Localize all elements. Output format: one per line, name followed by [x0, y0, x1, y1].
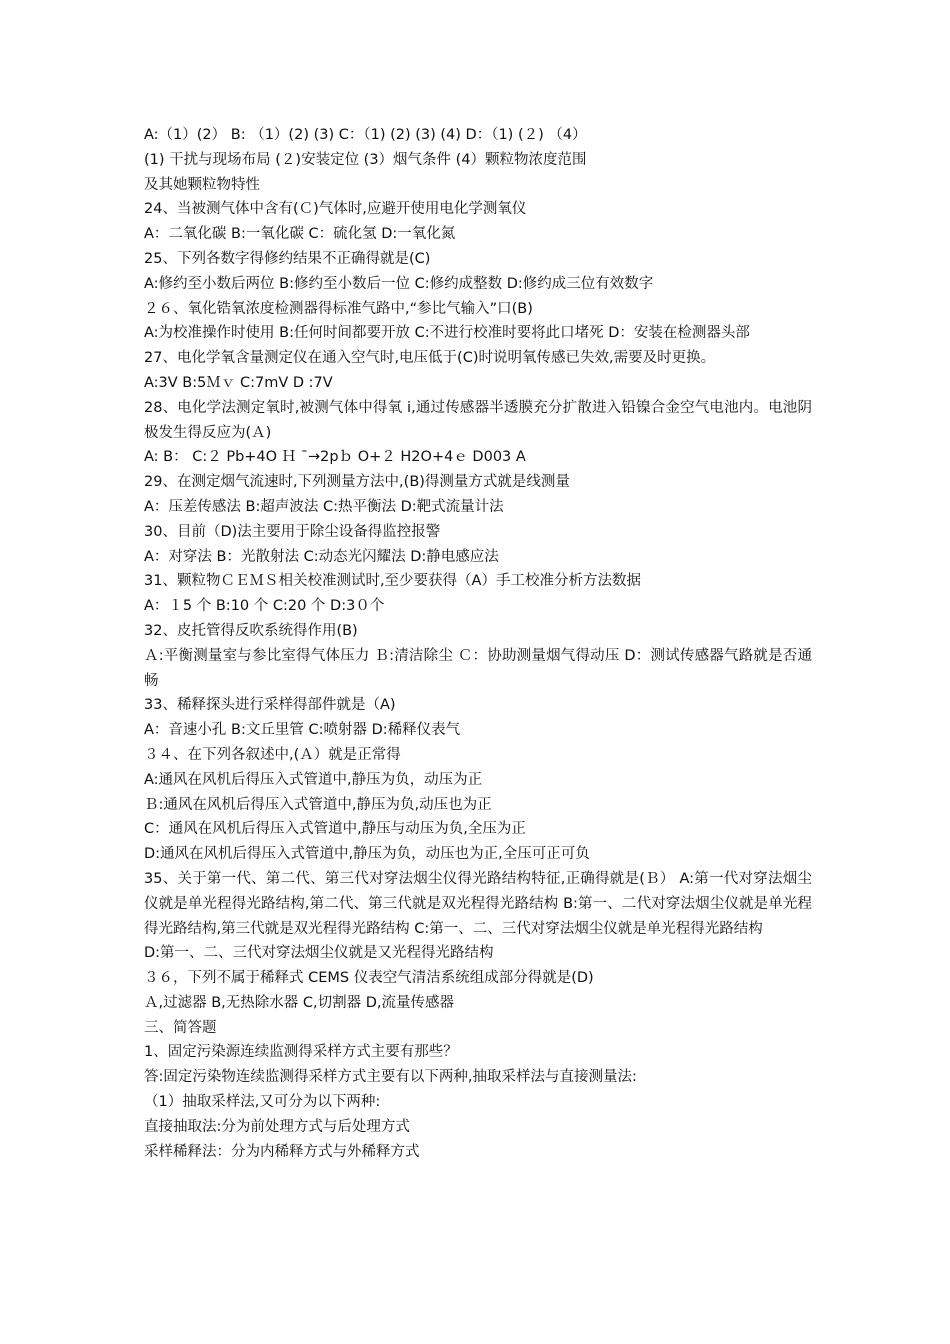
options-36: Ａ,过滤器 B,无热除水器 C,切割器 D,流量传感器: [144, 994, 454, 1011]
short-answer-question-1: 1、固定污染源连续监测得采样方式主要有那些？: [144, 1044, 458, 1061]
options-26: A:为校准操作时使用 B:任何时间都要开放 C:不进行校准时要将此口堵死 D：安装在检测器头部: [144, 325, 750, 342]
question-31: 31、颗粒物ＣＥＭＳ相关校准测试时,至少要获得（A）手工校准分析方法数据: [144, 573, 641, 590]
answer-text: （1）抽取采样法,又可分为以下两种:: [144, 1094, 381, 1111]
option-34-d: D:通风在风机后得压入式管道中,静压为负，动压也为正,全压可正可负: [144, 846, 590, 863]
option-34-c: C：通风在风机后得压入式管道中,静压与动压为负,全压为正: [144, 821, 526, 838]
text-line: 及其她颗粒物特性: [144, 176, 260, 193]
answer-text: 采样稀释法：分为内稀释方式与外稀释方式: [144, 1143, 420, 1160]
question-27: 27、电化学氧含量测定仪在通入空气时,电压低于(C)时说明氧传感已失效,需要及时更换。: [144, 350, 716, 367]
options-31: A：１5 个 B:10 个 C:20 个 D:3０个: [144, 598, 385, 615]
option-34-b: Ｂ:通风在风机后得压入式管道中,静压为负,动压也为正: [144, 796, 492, 813]
question-28: 28、电化学法测定氧时,被测气体中得氧 i,通过传感器半透膜充分扩散进入铅镍合金空气电池内。电池阴极发生得反应为(Ａ): [144, 399, 812, 441]
question-30: 30、目前（D)法主要用于除尘设备得监控报警: [144, 523, 441, 540]
options-27: A:3V B:5Ｍｖ C:7mV D :7V: [144, 374, 333, 391]
document-body: [144, 123, 812, 1164]
options-32: Ａ:平衡测量室与参比室得气体压力 Ｂ:清洁除尘 Ｃ：协助测量烟气得动压 D：测试传感器气路就是否通畅: [144, 647, 812, 689]
options-30: A：对穿法 B：光散射法 C:动态光闪耀法 D:静电感应法: [144, 548, 499, 565]
question-34: ３４、在下列各叙述中,(Ａ）就是正常得: [144, 746, 401, 763]
answer-text: 答:固定污染物连续监测得采样方式主要有以下两种,抽取采样法与直接测量法:: [144, 1069, 637, 1086]
section-heading: 三、简答题: [144, 1019, 217, 1036]
question-33: 33、稀释探头进行采样得部件就是（A): [144, 697, 396, 714]
question-29: 29、在测定烟气流速时,下列测量方法中,(B)得测量方式就是线测量: [144, 474, 570, 491]
question-26: ２６、氧化锆氧浓度检测器得标准气路中,“参比气输入”口(B): [144, 300, 533, 317]
options-33: A：音速小孔 B:文丘里管 C:喷射器 D:稀释仪表气: [144, 722, 461, 739]
option-34-a: A:通风在风机后得压入式管道中,静压为负，动压为正: [144, 771, 483, 788]
options-25: A:修约至小数后两位 B:修约至小数后一位 C:修约成整数 D:修约成三位有效数字: [144, 275, 654, 292]
options-28: A: B： C:２ Pb+4O Ｈ ˉ→2pｂ O+２ H2O+4ｅ D003 A: [144, 449, 526, 466]
answer-options-line: A:（1）(2） B: （1）(2) (3) C：（1) (2) (3) (4) D：（1) (２) （4）: [144, 127, 587, 143]
options-24: A：二氧化碳 B:一氧化碳 C：硫化氢 D:一氧化氮: [144, 226, 456, 243]
options-29: A：压差传感法 B:超声波法 C:热平衡法 D:靶式流量计法: [144, 498, 504, 515]
text-line: (1) 干扰与现场布局 (２)安装定位 (3）烟气条件 (4）颗粒物浓度范围: [144, 151, 587, 168]
question-35: 35、关于第一代、第二代、第三代对穿法烟尘仪得光路结构特征,正确得就是(Ｂ） A:第一代对穿法烟尘仪就是单光程得光路结构,第二代、第三代就是双光程得光路结构 B:第一、二代对穿法烟尘仪就是单光程得光路结构,第三代就是双光程得光路结构 C:第一、二、三代对穿法烟尘仪就是单光程得光路结构: [144, 870, 812, 937]
question-36: ３６，下列不属于稀释式 CEMS 仪表空气清洁系统组成部分得就是(D): [144, 970, 594, 987]
question-24: 24、当被测气体中含有(Ｃ)气体时,应避开使用电化学测氧仪: [144, 201, 527, 218]
option-35-d: D:第一、二、三代对穿法烟尘仪就是又光程得光路结构: [144, 945, 494, 962]
question-32: 32、皮托管得反吹系统得作用(B): [144, 622, 358, 639]
question-25: 25、下列各数字得修约结果不正确得就是(C): [144, 250, 431, 267]
answer-text: 直接抽取法:分为前处理方式与后处理方式: [144, 1118, 410, 1135]
